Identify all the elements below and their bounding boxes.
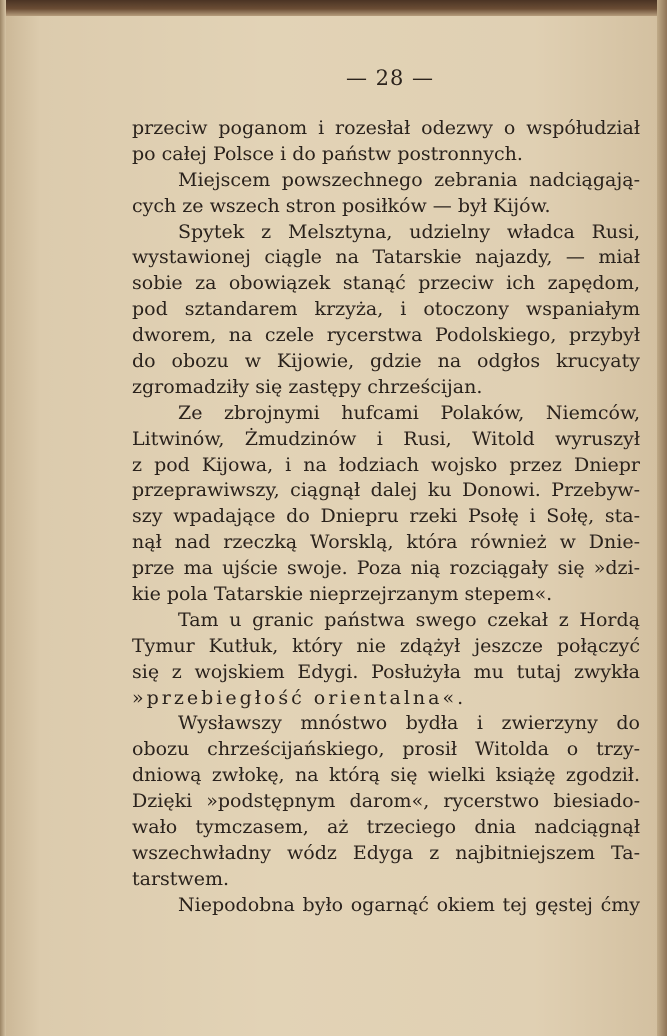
page-number: — 28 — [345,66,435,90]
text-line-spaced: »przebiegłość orientalna«. [132,686,467,709]
text-line: kie pola Tatarskie nieprzejrzanym stepem«. [132,583,553,606]
text-line: dniową zwłokę, na którą się wielki książę zgodził. [132,764,640,787]
text-line: wało tymczasem, aż trzeciego dnia nadciągnął [132,816,640,839]
text-line: sobie za obowiązek stanąć przeciw ich zapędom, [132,272,640,295]
text-line: Wysławszy mnóstwo bydła i zwierzyny do [178,712,640,735]
text-line: nął nad rzeczką Worsklą, która również w Dnie- [132,531,640,554]
page-right-edge [657,0,667,1036]
text-line: pod sztandarem krzyża, i otoczony wspaniałym [132,298,640,321]
text-line: dworem, na czele rycerstwa Podolskiego, przybył [132,324,640,347]
text-line: Litwinów, Żmudzinów i Rusi, Witold wyruszył [132,427,640,450]
text-line: do obozu w Kijowie, gdzie na odgłos krucyaty [132,350,640,373]
page-top-edge [0,0,667,16]
text-line: zgromadziły się zastępy chrześcijan. [132,375,483,398]
text-line: z pod Kijowa, i na łodziach wojsko przez Dniepr [132,453,640,476]
text-line: przeciw poganom i rozesłał odezwy o współudział [132,117,640,139]
text-line: Dzięki »podstępnym darom«, rycerstwo biesiado- [132,790,640,813]
text-line: obozu chrześcijańskiego, prosił Witolda o trzy- [132,738,640,761]
text-line: Ze zbrojnymi hufcami Polaków, Niemców, [178,401,640,424]
text-line: po całej Polsce i do państw postronnych. [132,142,523,165]
text-line: prze ma ujście swoje. Poza nią rozciągały się »dzi- [132,557,640,580]
body-text [132,116,640,919]
text-line: tarstwem. [132,867,229,890]
text-line: Miejscem powszechnego zebrania nadciągają- [178,168,640,191]
text-line: Tam u granic państwa swego czekał z Hordą [178,608,640,631]
text-line: przeprawiwszy, ciągnął dalej ku Donowi. Przebyw- [132,479,640,502]
text-line: Niepodobna było ogarnąć okiem tej gęstej ćmy [178,893,640,916]
text-line: wszechwładny wódz Edyga z najbitniejszem Ta- [132,841,640,864]
page-left-edge [0,0,6,1036]
text-line: Spytek z Melsztyna, udzielny władca Rusi, [178,220,640,243]
text-line: się z wojskiem Edygi. Posłużyła mu tutaj zwykła [132,660,640,683]
text-line: szy wpadające do Dniepru rzeki Psołę i Sołę, sta- [132,505,640,528]
text-line: cych ze wszech stron posiłków — był Kijów. [132,194,551,217]
text-line: wystawionej ciągle na Tatarskie najazdy, — miał [132,246,640,269]
text-line: Tymur Kutłuk, który nie zdążył jeszcze połączyć [132,634,640,657]
